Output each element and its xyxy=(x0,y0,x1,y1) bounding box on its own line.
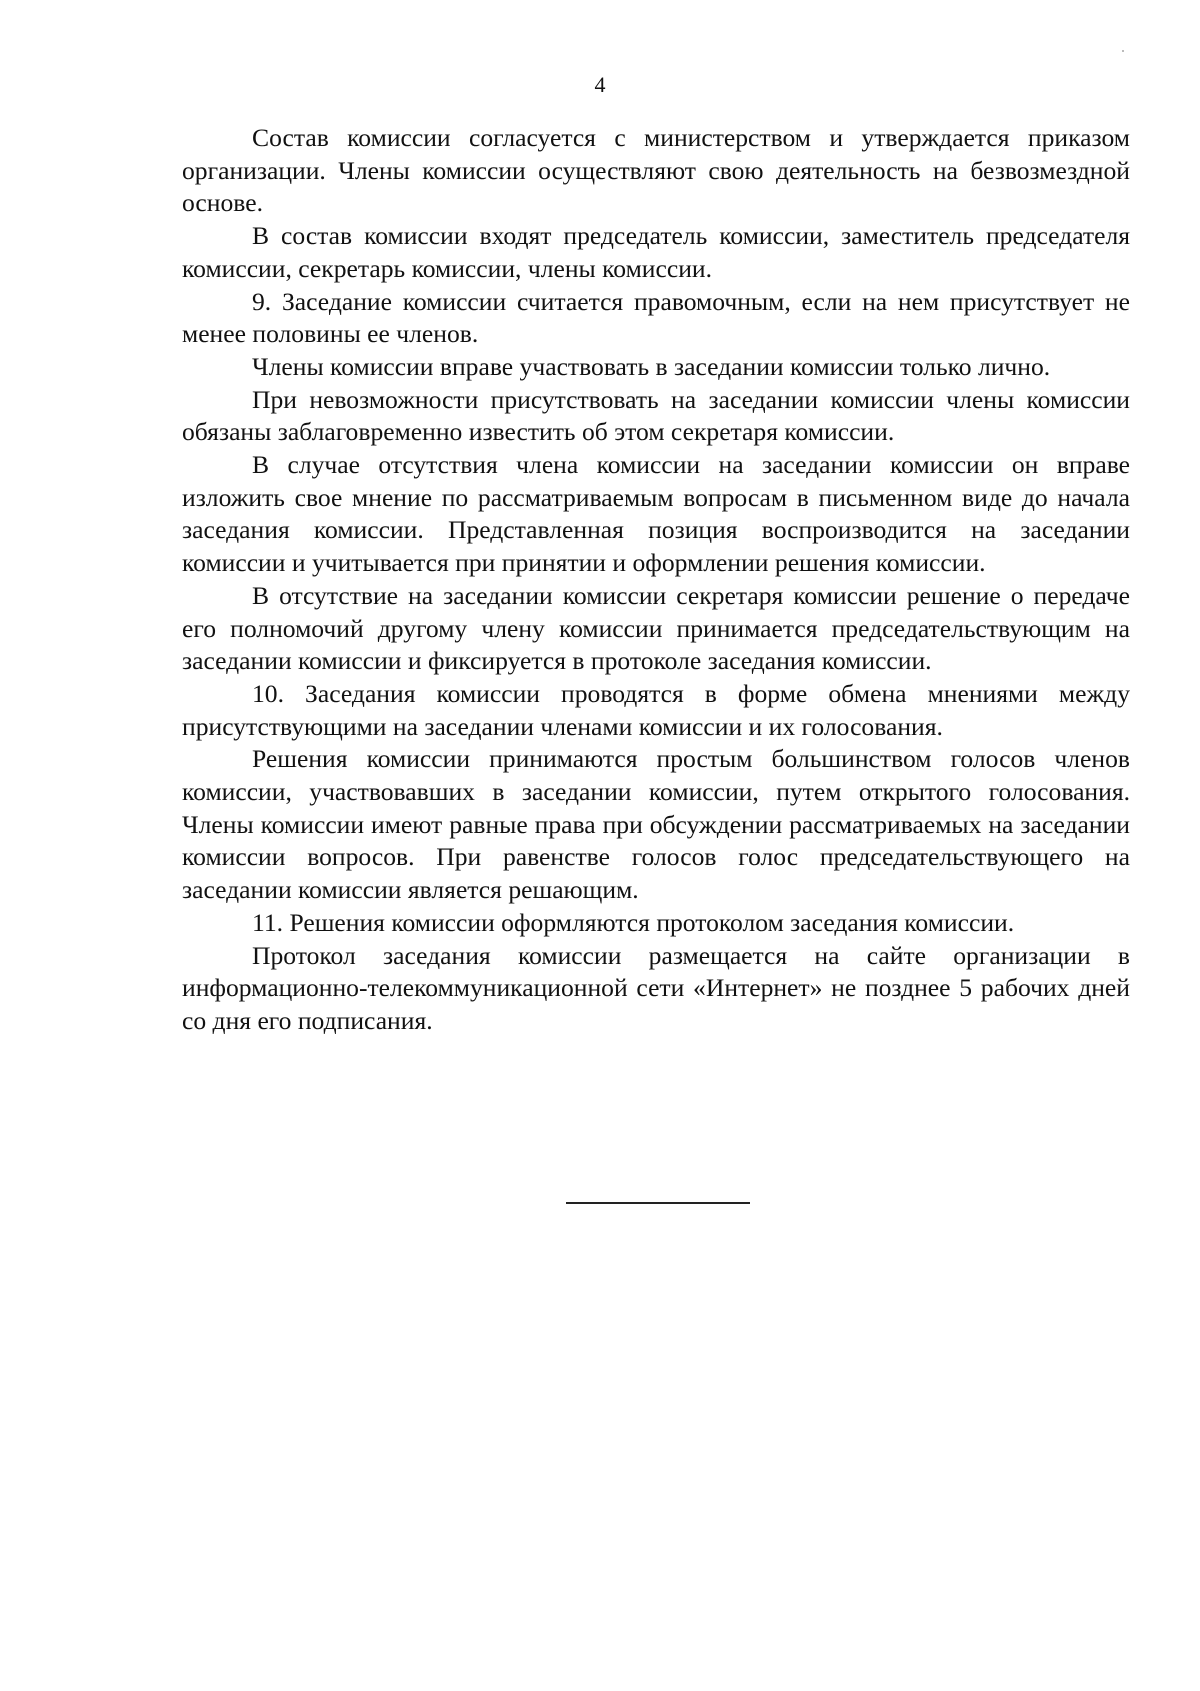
paragraph-commission-members: В состав комиссии входят председатель комиссии, заместитель председателя комиссии, секретарь комиссии, члены комиссии. xyxy=(182,221,1130,283)
end-of-document-rule xyxy=(566,1202,750,1204)
paragraph-decision-voting: Решения комиссии принимаются простым большинством голосов членов комиссии, участвовавших в заседании комиссии, путем открытого голосования. Члены комиссии имеют равные права при обсуждении рассматриваемых на заседании комиссии вопросов. При равенстве голосов голос председательствующего на заседании комиссии является решающим. xyxy=(182,744,1130,905)
paragraph-written-opinion: В случае отсутствия члена комиссии на заседании комиссии он вправе изложить свое мнение по рассматриваемым вопросам в письменном виде до начала заседания комиссии. Представленная позиция воспроизводится на заседании комиссии и учитывается при принятии и оформлении решения комиссии. xyxy=(182,450,1130,578)
paragraph-protocol-publication: Протокол заседания комиссии размещается на сайте организации в информационно-телекоммуникационной сети «Интернет» не позднее 5 рабочих дней со дня его подписания. xyxy=(182,940,1130,1035)
document-body xyxy=(182,122,1130,1038)
page-number: 4 xyxy=(594,72,606,97)
paragraph-secretary-absence: В отсутствие на заседании комиссии секретаря комиссии решение о передаче его полномочий другому члену комиссии принимается председательствующим на заседании комиссии и фиксируется в протоколе заседания комиссии. xyxy=(182,580,1130,676)
paragraph-commission-composition-approval: Состав комиссии согласуется с министерством и утверждается приказом организации. Члены комиссии осуществляют свою деятельность на безвозмездной основе. xyxy=(182,123,1130,218)
scan-speck xyxy=(1122,50,1124,52)
paragraph-personal-participation: Члены комиссии вправе участвовать в заседании комиссии только лично. xyxy=(252,351,1051,381)
paragraph-absence-notice: При невозможности присутствовать на заседании комиссии члены комиссии обязаны заблаговременно известить об этом секретаря комиссии. xyxy=(182,384,1130,447)
paragraph-item-10-meeting-form: 10. Заседания комиссии проводятся в форме обмена мнениями между присутствующими на заседании членами комиссии и их голосования. xyxy=(182,678,1130,741)
paragraph-item-9-quorum: 9. Заседание комиссии считается правомочным, если на нем присутствует не менее половины ее членов. xyxy=(182,286,1130,349)
paragraph-item-11-protocol: 11. Решения комиссии оформляются протоколом заседания комиссии. xyxy=(252,907,1015,937)
